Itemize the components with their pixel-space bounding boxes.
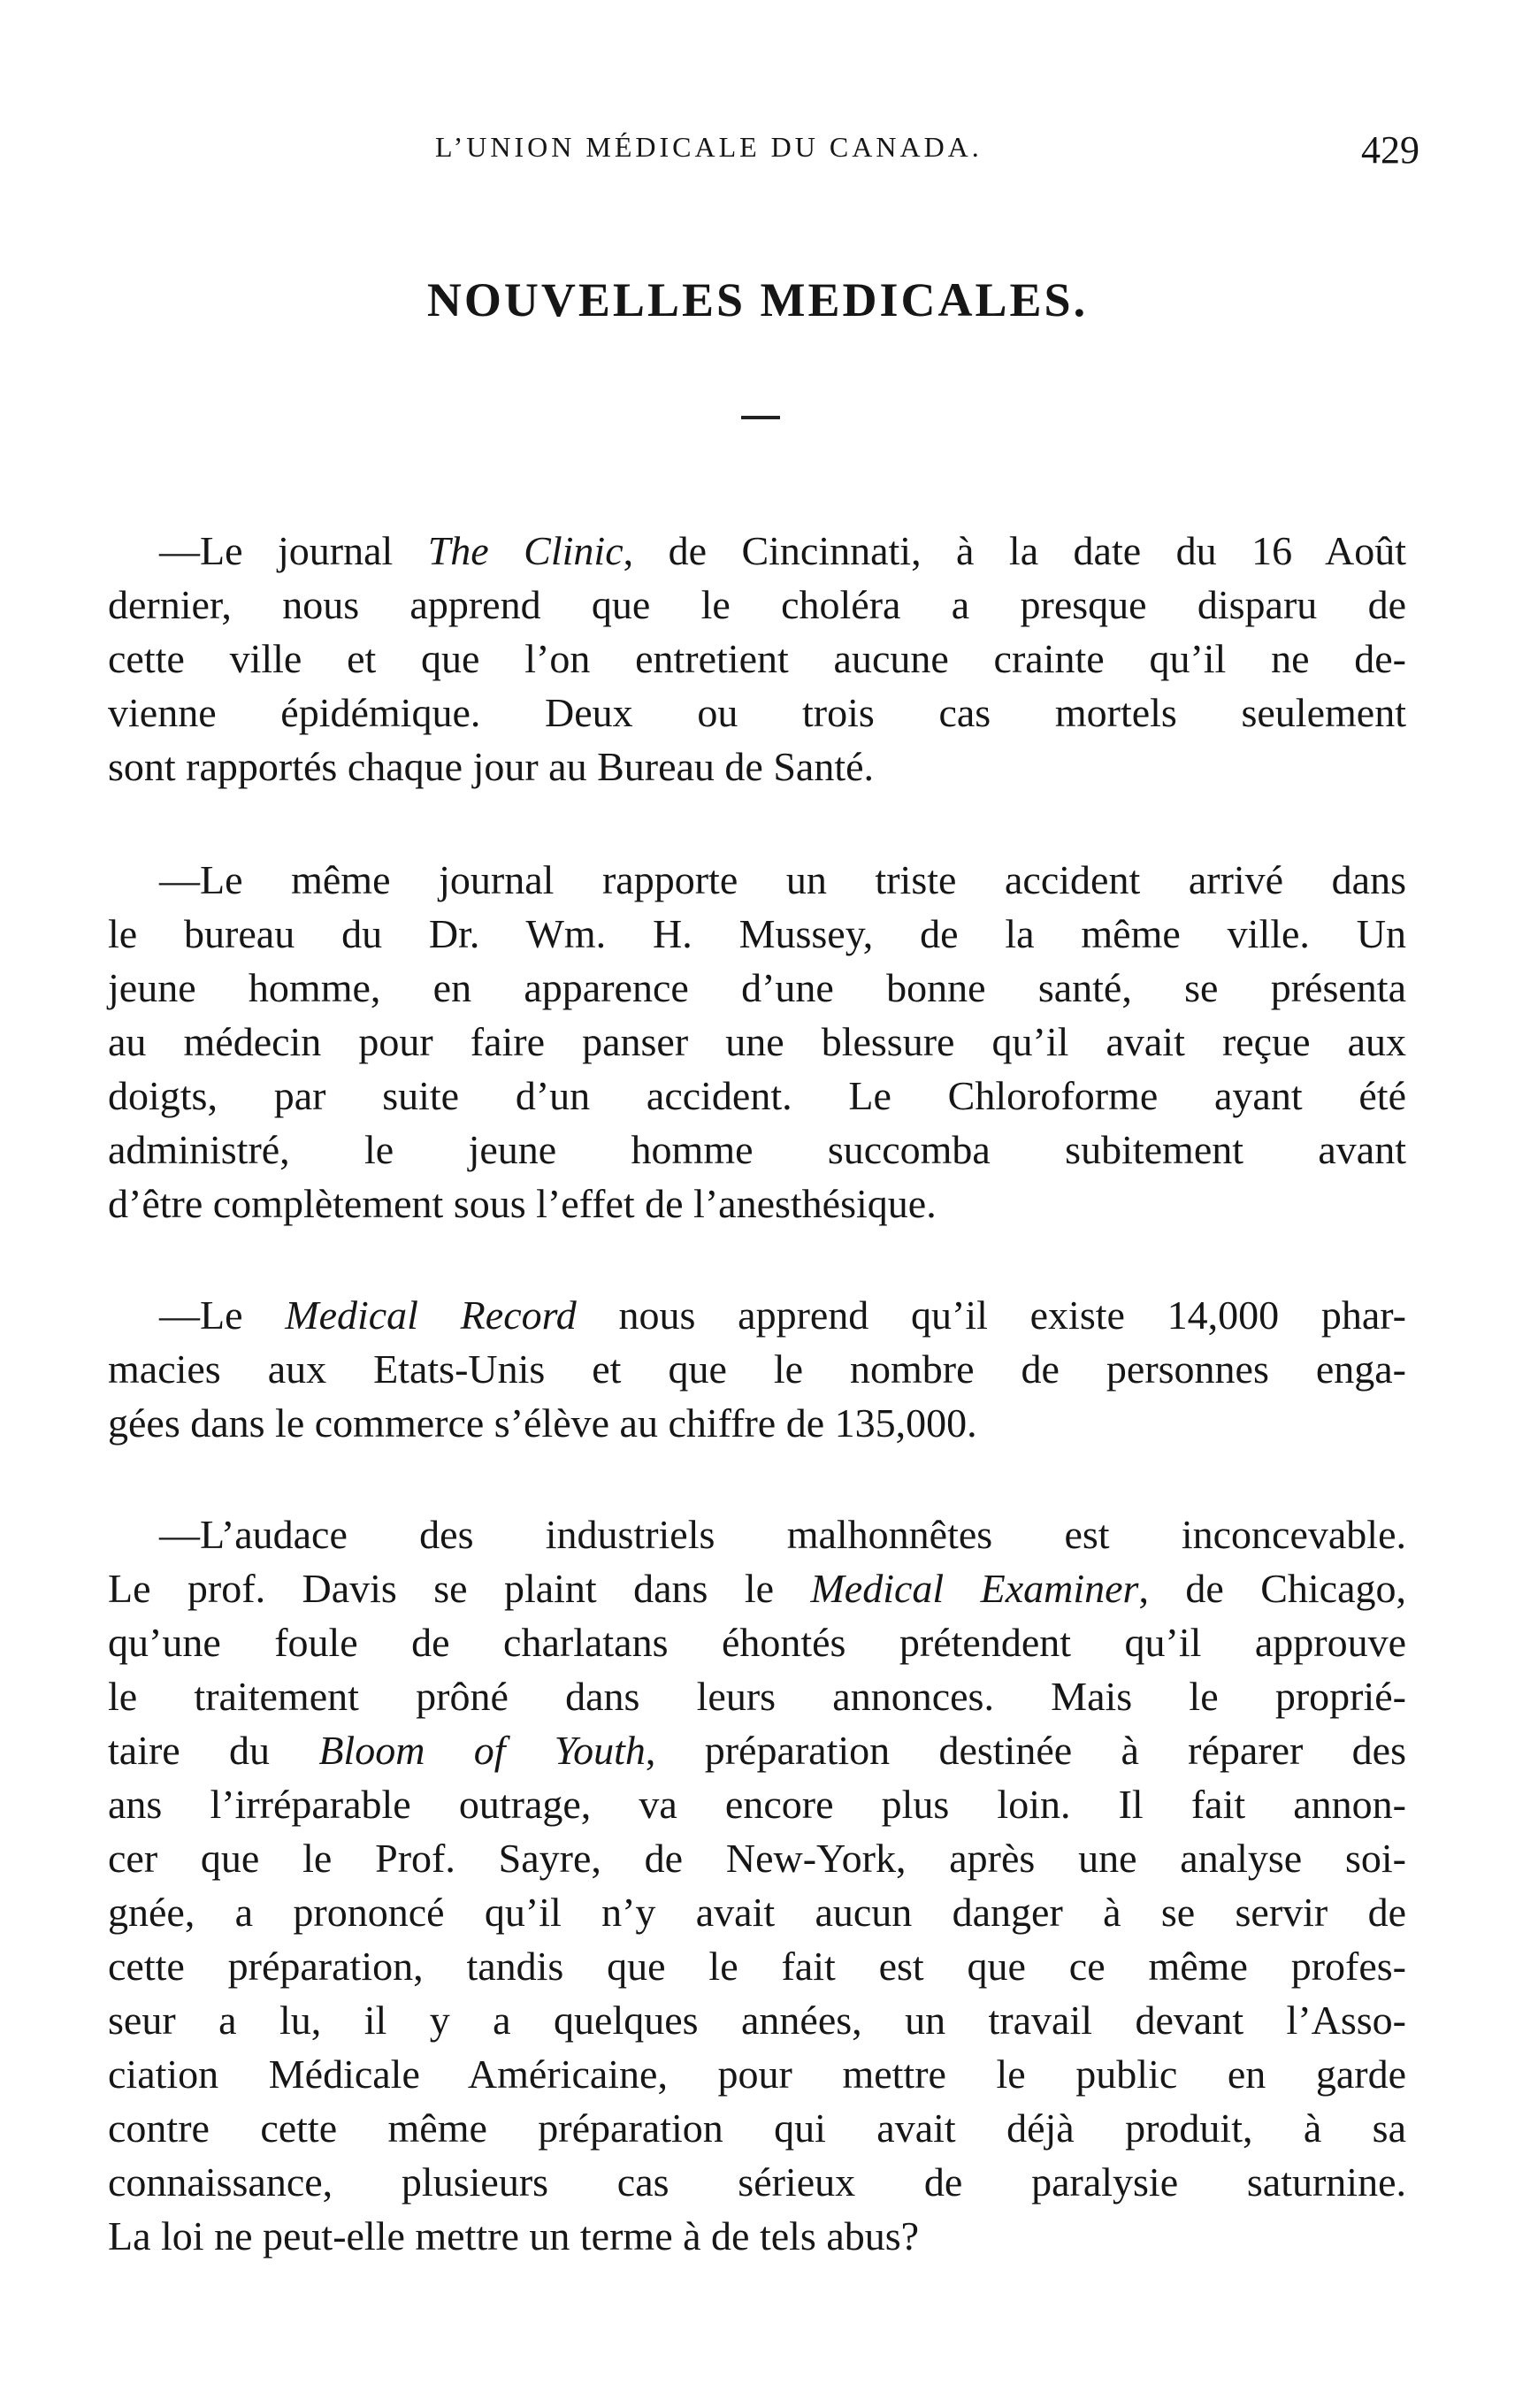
italic-title: Medical Examiner xyxy=(810,1566,1139,1611)
text-line xyxy=(108,632,1406,686)
line-text: connaissance, plusieurs cas sérieux de paralysie saturnine. xyxy=(108,2159,1406,2205)
line-text: cette préparation, tandis que le fait est que ce même profes- xyxy=(108,1944,1406,1989)
line-text: , préparation destinée à réparer des xyxy=(645,1728,1406,1773)
line-text: —Le journal xyxy=(159,528,428,573)
line-text: le traitement prôné dans leurs annonces. Mais le proprié- xyxy=(108,1674,1406,1719)
article-pharmacies-count xyxy=(108,1288,1406,1450)
text-line xyxy=(108,524,1406,578)
text-line xyxy=(108,1342,1406,1396)
line-text: jeune homme, en apparence d’une bonne santé, se présenta xyxy=(108,965,1406,1010)
line-text: qu’une foule de charlatans éhontés prétendent qu’il approuve xyxy=(108,1620,1406,1665)
text-line xyxy=(108,1615,1406,1669)
text-line xyxy=(108,2209,1406,2263)
text-line xyxy=(108,1288,1406,1342)
text-line xyxy=(108,578,1406,632)
italic-title: Bloom of Youth xyxy=(318,1728,646,1773)
line-text: doigts, par suite d’un accident. Le Chloroforme ayant été xyxy=(108,1073,1406,1118)
line-text: Le prof. Davis se plaint dans le xyxy=(108,1566,811,1611)
line-text: ciation Médicale Américaine, pour mettre le public en garde xyxy=(108,2051,1406,2097)
line-text: taire du xyxy=(108,1728,319,1773)
line-text: nous apprend qu’il existe 14,000 phar- xyxy=(576,1292,1406,1338)
text-line xyxy=(108,2155,1406,2209)
text-line xyxy=(108,1177,1406,1231)
text-line xyxy=(108,1669,1406,1723)
text-line xyxy=(108,1396,1406,1450)
article-charlatans xyxy=(108,1507,1406,2263)
running-title: L’UNION MÉDICALE DU CANADA. xyxy=(435,131,983,163)
line-text: cer que le Prof. Sayre, de New-York, après une analyse soi- xyxy=(108,1836,1406,1881)
line-text: dernier, nous apprend que le choléra a presque disparu de xyxy=(108,582,1406,627)
text-line xyxy=(108,1507,1406,1561)
text-line xyxy=(108,740,1406,794)
text-line xyxy=(108,1939,1406,1993)
text-line xyxy=(108,853,1406,907)
text-line xyxy=(108,1777,1406,1831)
line-text: vienne épidémique. Deux ou trois cas mortels seulement xyxy=(108,690,1406,735)
line-text: —L’audace des industriels malhonnêtes est inconcevable. xyxy=(159,1512,1406,1557)
text-line xyxy=(108,686,1406,740)
section-title: NOUVELLES MEDICALES. xyxy=(426,273,1089,326)
italic-title: The Clinic xyxy=(427,528,624,573)
article-cholera-cincinnati xyxy=(108,524,1406,794)
line-text: contre cette même préparation qui avait déjà produit, à sa xyxy=(108,2105,1406,2151)
line-text: gées dans le commerce s’élève au chiffre de 135,000. xyxy=(108,1400,977,1446)
text-line xyxy=(108,2101,1406,2155)
line-text: d’être complètement sous l’effet de l’anesthésique. xyxy=(108,1181,937,1226)
line-text: seur a lu, il y a quelques années, un travail devant l’Asso- xyxy=(108,1998,1406,2043)
title-rule xyxy=(741,416,780,419)
line-text: —Le même journal rapporte un triste accident arrivé dans xyxy=(159,857,1406,902)
line-text: , de Chicago, xyxy=(1138,1566,1407,1611)
text-line xyxy=(108,1069,1406,1123)
line-text: au médecin pour faire panser une blessure qu’il avait reçue aux xyxy=(108,1019,1406,1064)
article-chloroform-accident xyxy=(108,853,1406,1231)
text-line xyxy=(108,2047,1406,2101)
italic-title: Medical Record xyxy=(285,1292,577,1338)
text-line xyxy=(108,1831,1406,1885)
text-line xyxy=(108,961,1406,1015)
line-text: La loi ne peut-elle mettre un terme à de tels abus? xyxy=(108,2213,920,2258)
line-text: sont rapportés chaque jour au Bureau de Santé. xyxy=(108,744,875,789)
page-number: 429 xyxy=(1361,128,1419,172)
text-line xyxy=(108,1993,1406,2047)
text-line xyxy=(108,1561,1406,1615)
text-line xyxy=(108,907,1406,961)
line-text: le bureau du Dr. Wm. H. Mussey, de la même ville. Un xyxy=(108,911,1406,956)
line-text: ans l’irréparable outrage, va encore plus loin. Il fait annon- xyxy=(108,1782,1406,1827)
line-text: —Le xyxy=(159,1292,286,1338)
text-line xyxy=(108,1123,1406,1177)
text-line xyxy=(108,1885,1406,1939)
line-text: gnée, a prononcé qu’il n’y avait aucun danger à se servir de xyxy=(108,1890,1406,1935)
line-text: administré, le jeune homme succomba subitement avant xyxy=(108,1127,1406,1172)
line-text: , de Cincinnati, à la date du 16 Août xyxy=(623,528,1406,573)
running-head xyxy=(0,128,1515,177)
text-line xyxy=(108,1015,1406,1069)
line-text: macies aux Etats-Unis et que le nombre de personnes enga- xyxy=(108,1346,1406,1392)
text-line xyxy=(108,1723,1406,1777)
line-text: cette ville et que l’on entretient aucune crainte qu’il ne de- xyxy=(108,636,1406,681)
